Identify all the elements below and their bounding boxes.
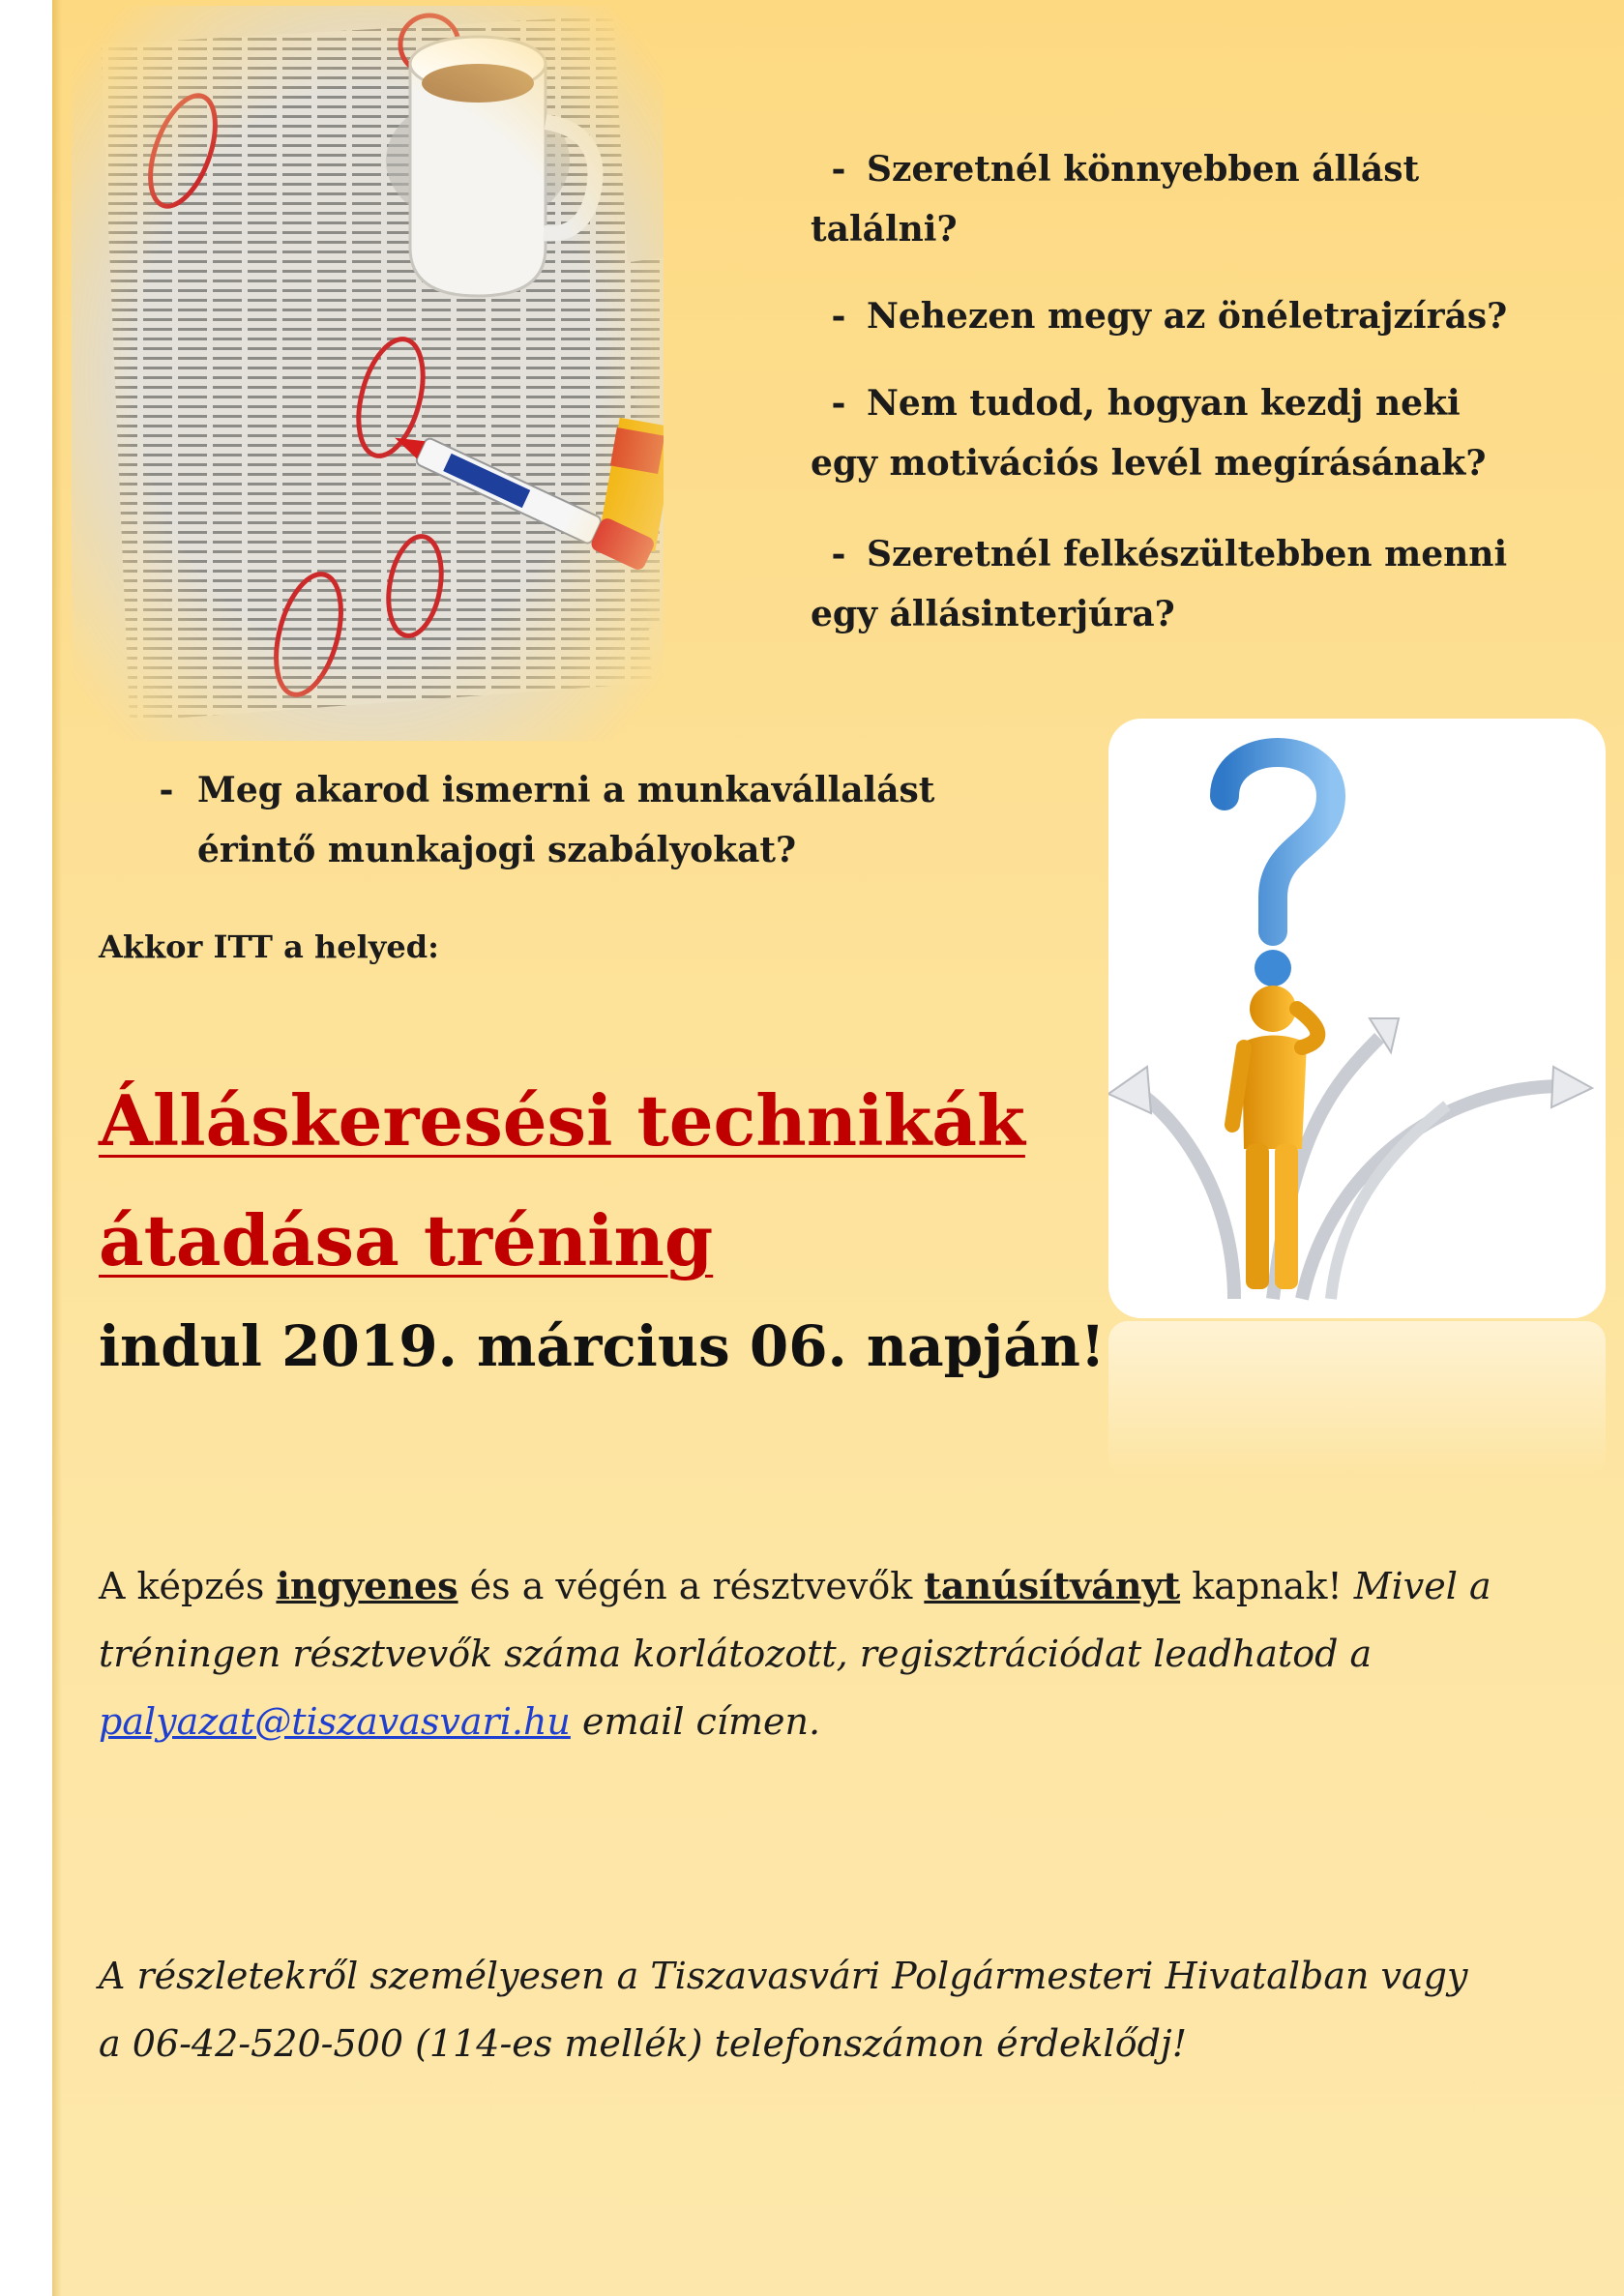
- contact-paragraph: A részletekről személyesen a Tiszavasvári Polgármesteri Hivatalban vagy a 06-42-520-500 (114-es mellék) telefonszámon érdeklődj!: [99, 1955, 1468, 2065]
- question-2: - Nehezen megy az önéletrajzírás?: [831, 296, 1508, 337]
- free-highlight: ingyenes: [276, 1564, 458, 1607]
- newspaper-photo: [72, 6, 664, 741]
- question-3: - Nem tudod, hogyan kezdj neki egy motivációs levél megírásának?: [811, 383, 1487, 484]
- email-link[interactable]: palyazat@tiszavasvari.hu: [99, 1700, 571, 1743]
- info-paragraph: A képzés ingyenes és a végén a résztvevők tanúsítványt kapnak! Mivel a tréningen résztvevők száma korlátozott, regisztrációdat leadhatod a palyazat@tiszavasvari.hu email címen.: [99, 1564, 1491, 1743]
- start-date: indul 2019. március 06. napján!: [99, 1313, 1106, 1379]
- title-line-2: átadása tréning: [99, 1199, 714, 1281]
- intro-text: Akkor ITT a helyed:: [99, 928, 439, 965]
- question-mark-figure-icon: [1108, 719, 1606, 1318]
- page-edge-shadow: [52, 0, 62, 2296]
- figure-reflection: [1108, 1321, 1606, 1476]
- certificate-highlight: tanúsítványt: [924, 1564, 1181, 1607]
- question-4: - Szeretnél felkészültebben menni egy állásinterjúra?: [811, 534, 1508, 634]
- title-line-1: Álláskeresési technikák: [99, 1079, 1025, 1162]
- question-1: - Szeretnél könnyebben állást találni?: [811, 149, 1420, 250]
- figure-box: [1108, 719, 1606, 1318]
- question-left: - Meg akarod ismerni a munkavállalást érintő munkajogi szabályokat?: [159, 770, 935, 870]
